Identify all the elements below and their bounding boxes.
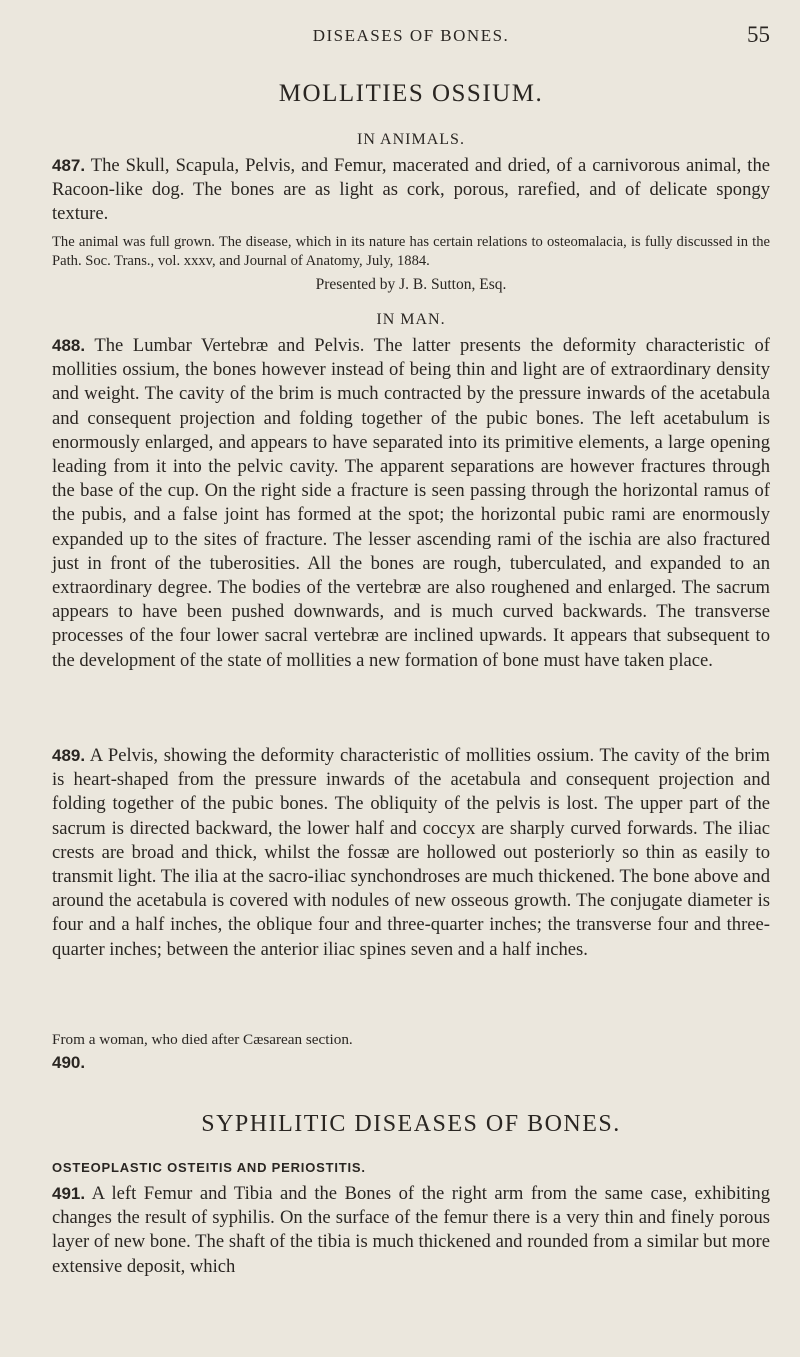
- entry-487: [52, 154, 770, 227]
- subheading-in-man: IN MAN.: [376, 311, 446, 328]
- running-title: DISEASES OF BONES.: [312, 26, 510, 45]
- entry-487-note: The animal was full grown. The disease, which in its nature has certain relations to osteomalacia, is fully discussed in the Path. Soc. Trans., vol. xxxv, and Journal of Anatomy, July, 1884.: [52, 234, 770, 269]
- entry-491-text: A left Femur and Tibia and the Bones of the right arm from the same case, exhibiting changes the result of syphilis. On the surface of the femur there is a very thin and finely porous layer of new bone. The shaft of the tibia is much thickened and rounded from a similar but more extensive deposit, which: [52, 1183, 771, 1277]
- entry-488: [52, 334, 770, 673]
- running-header: [52, 22, 770, 50]
- entry-487-number: 487.: [52, 156, 86, 175]
- entry-489: [52, 744, 770, 962]
- entry-489-note: From a woman, who died after Cæsarean section.: [52, 1031, 353, 1048]
- page-number: 55: [747, 22, 770, 47]
- entry-491-number: 491.: [52, 1184, 86, 1203]
- section-heading-syphilitic: SYPHILITIC DISEASES OF BONES.: [201, 1111, 621, 1137]
- entry-491: [52, 1182, 770, 1279]
- subheading-osteoplastic: OSTEOPLASTIC OSTEITIS AND PERIOSTITIS.: [52, 1160, 366, 1175]
- subheading-in-animals: IN ANIMALS.: [357, 131, 465, 148]
- entry-489-number: 489.: [52, 746, 86, 765]
- entry-488-number: 488.: [52, 336, 86, 355]
- section-heading-mollities: MOLLITIES OSSIUM.: [278, 80, 544, 107]
- entry-487-presented: Presented by J. B. Sutton, Esq.: [315, 276, 507, 293]
- entry-488-text: The Lumbar Vertebræ and Pelvis. The latter presents the deformity characteristic of mollities ossium, the bones however instead of being thin and light are of extraordinary density and weight. The cavity of the brim is much contracted by the pressure inwards of the acetabula and consequent projection and folding together of the pubic bones. The left acetabulum is enormously enlarged, and appears to have separated into its primitive elements, a large opening leading from it into the pelvic cavity. The apparent separations are however fractures through the base of the cup. On the right side a fracture is seen passing through the horizontal ramus of the pubis, and a false joint has formed at the spot; the horizontal pubic rami are enormously expanded up to the sites of fracture. The lesser ascending rami of the ischia are also fractured just in front of the tuberosities. All the bones are rough, tuberculated, and expanded to an extraordinary degree. The bodies of the vertebræ are also roughened and enlarged. The sacrum appears to have been pushed downwards, and is much curved backwards. The transverse processes of the four lower sacral vertebræ are inclined upwards. It appears that subsequent to the development of the state of mollities a new formation of bone must have taken place.: [52, 335, 770, 671]
- entry-489-text: A Pelvis, showing the deformity characteristic of mollities ossium. The cavity of the brim is heart-shaped from the pressure inwards of the acetabula and consequent projection and folding together of the pubic bones. The obliquity of the pelvis is lost. The upper part of the sacrum is directed backward, the lower half and coccyx are sharply curved forwards. The iliac crests are broad and thick, whilst the fossæ are hollowed out posteriorly so thin as easily to transmit light. The ilia at the sacro-iliac synchondroses are much thickened. The bone above and around the acetabula is covered with nodules of new osseous growth. The conjugate diameter is four and a half inches, the oblique four and three-quarter inches; the transverse four and three-quarter inches; between the anterior iliac spines seven and a half inches.: [52, 745, 771, 960]
- entry-487-text: The Skull, Scapula, Pelvis, and Femur, macerated and dried, of a carnivorous animal, the Racoon-like dog. The bones are as light as cork, porous, rarefied, and of delicate spongy texture.: [52, 155, 770, 225]
- entry-490-number: 490.: [52, 1053, 86, 1072]
